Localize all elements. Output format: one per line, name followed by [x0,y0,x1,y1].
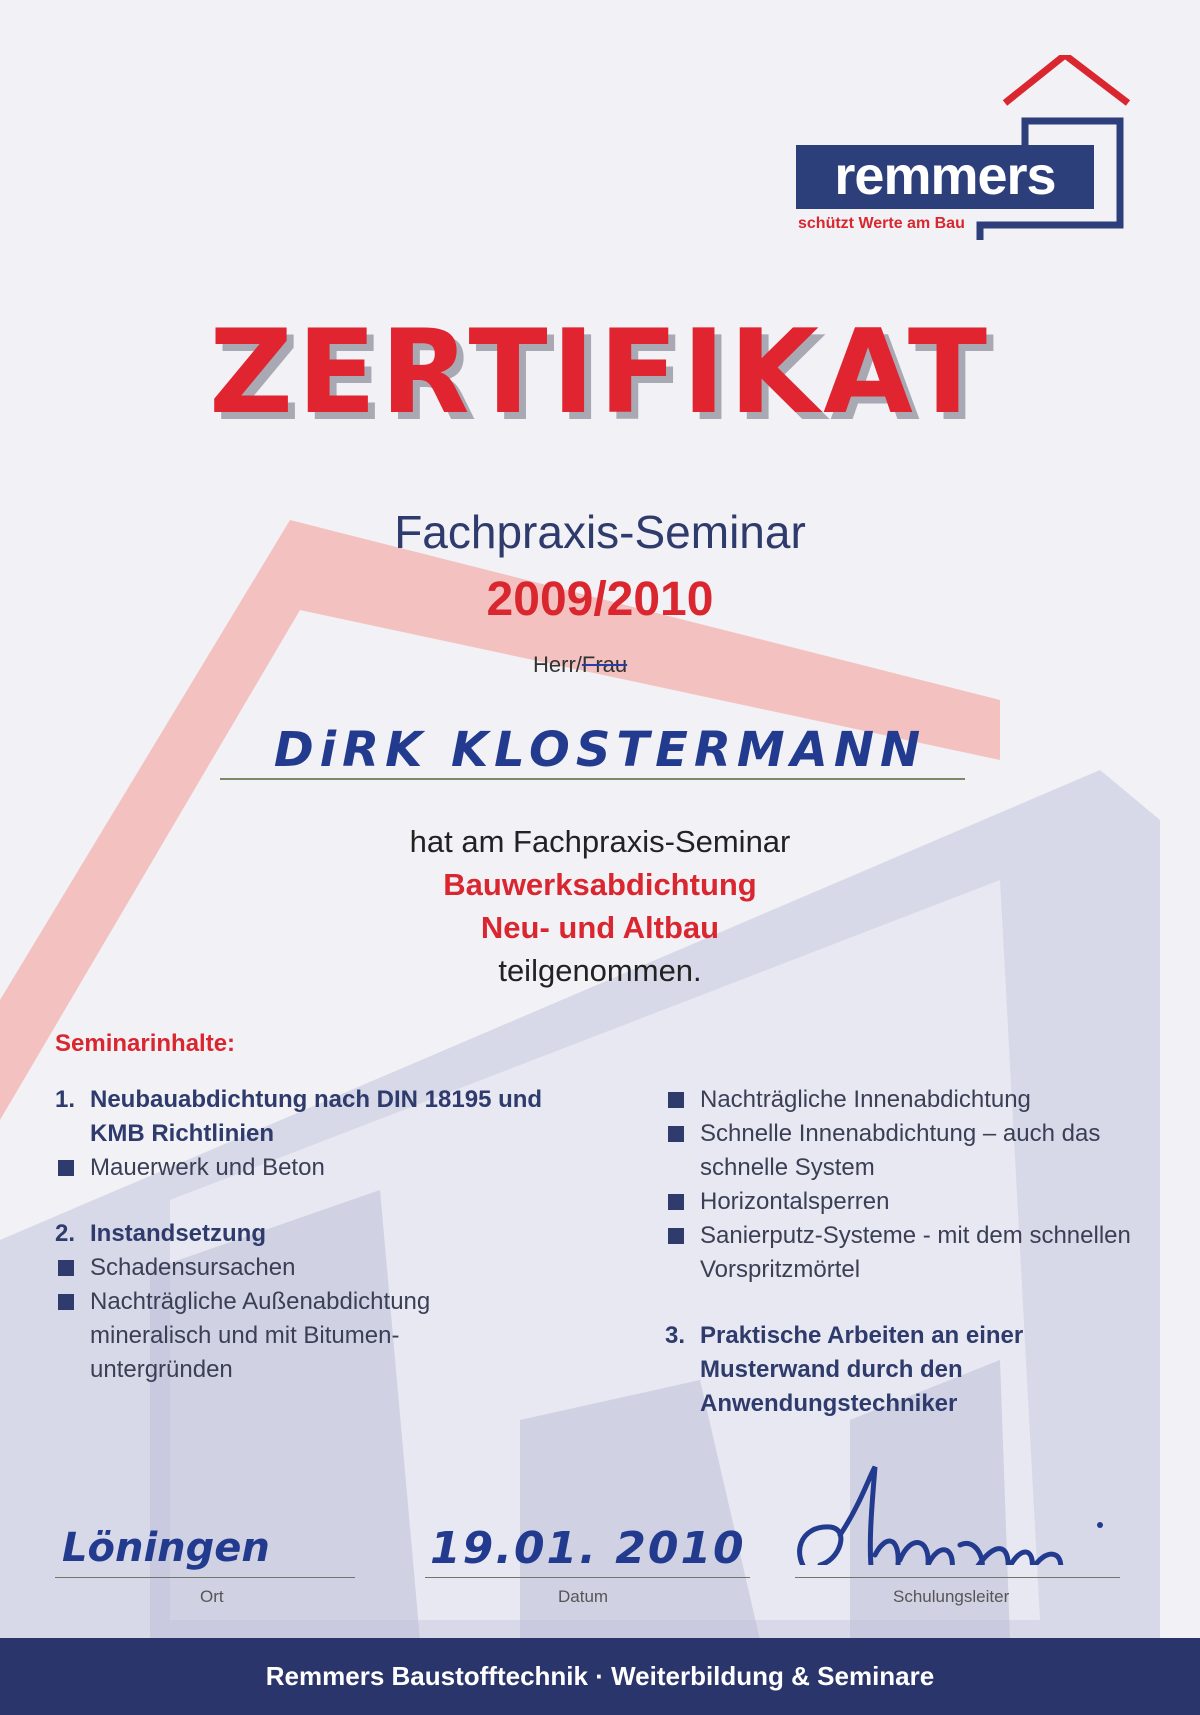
content-item-2 [55,1217,575,1251]
participant-name: DiRK KLOSTERMANN [273,722,927,778]
statement-topic-1: Bauwerksabdichtung [443,867,757,902]
bullet-text: Horizontalsperren [700,1188,890,1215]
leader-line [795,1577,1120,1578]
bullet-item [665,1083,1135,1117]
salutation-herr: Herr/ [533,652,582,677]
salutation-frau: Frau [581,652,628,677]
date-label: Datum [558,1587,609,1606]
bullet-item [55,1251,575,1285]
certificate-title: ZERTIFIKAT [209,305,991,440]
place-handwritten: Löningen [62,1525,270,1571]
square-bullet-icon [58,1294,74,1310]
content-item-1-title: Neubauabdichtung nach DIN 18195 und KMB Richtlinien [90,1086,543,1147]
date-line [425,1577,750,1578]
bullet-text: Schnelle Innenabdichtung – auch das schnelle System [700,1120,1101,1181]
square-bullet-icon [668,1228,684,1244]
statement-block [0,820,1200,992]
bullet-item [665,1219,1135,1287]
statement-line-1: hat am Fachpraxis-Seminar [409,824,791,859]
content-item-1-number: 1. [55,1086,76,1113]
contents-right-column [665,1083,1135,1421]
statement-line-4: teilgenommen. [498,953,702,988]
remmers-logo [790,55,1140,245]
bullet-item [665,1117,1135,1185]
name-underline [220,778,965,780]
content-item-3-number: 3. [665,1322,686,1349]
leader-label: Schulungsleiter [893,1587,1010,1606]
square-bullet-icon [58,1260,74,1276]
content-item-1 [55,1083,575,1151]
content-item-2-title: Instandsetzung [90,1220,267,1247]
bullet-text: Nachträgliche Innenabdichtung [700,1086,1031,1113]
contents-left-column [55,1083,575,1387]
seminar-heading: Fachpraxis-Seminar [394,506,806,558]
footer-bar: Remmers Baustofftechnik · Weiterbildung & Seminare [0,1638,1200,1715]
logo-wordmark: remmers [796,145,1094,209]
square-bullet-icon [668,1092,684,1108]
square-bullet-icon [58,1160,74,1176]
seminar-years: 2009/2010 [486,573,714,626]
square-bullet-icon [668,1126,684,1142]
bullet-item [55,1285,480,1387]
signature-area [0,1505,1200,1605]
square-bullet-icon [668,1194,684,1210]
content-item-3-title: Praktische Arbeiten an einer Musterwand durch den Anwendungstechniker [700,1322,1024,1417]
place-line [55,1577,355,1578]
place-label: Ort [200,1587,224,1606]
logo-tagline: schützt Werte am Bau [798,215,965,232]
bullet-item [55,1151,575,1185]
bullet-text: Sanierputz-Systeme - mit dem schnellen Vorspritzmörtel [700,1222,1131,1283]
contents-heading: Seminarinhalte: [55,1030,236,1057]
statement-topic-2: Neu- und Altbau [480,910,720,945]
bullet-text: Schadensursachen [90,1254,296,1281]
content-item-2-number: 2. [55,1220,76,1247]
bullet-text: Mauerwerk und Beton [90,1154,325,1181]
content-item-3 [665,1319,1135,1421]
salutation [533,652,627,678]
bullet-item [665,1185,1135,1219]
leader-signature [780,1465,1110,1565]
date-handwritten: 19.01. 2010 [430,1523,746,1574]
bullet-text: Nachträgliche Außenabdichtung mineralisch und mit Bitumen-untergründen [90,1288,431,1383]
